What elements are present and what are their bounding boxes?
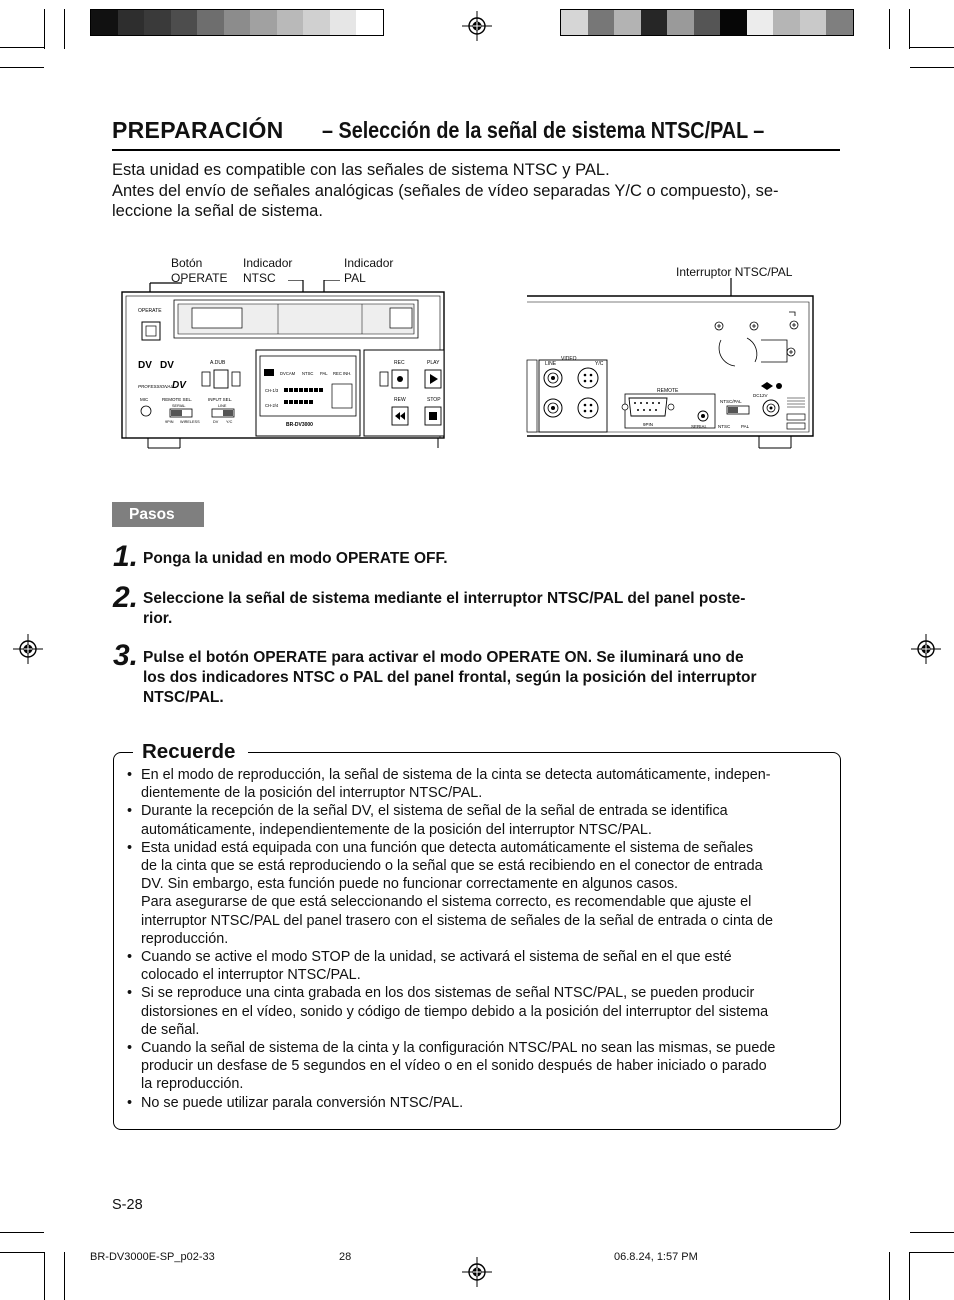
svg-text:CH-1/3: CH-1/3: [265, 388, 279, 393]
svg-text:REC: REC: [394, 360, 405, 366]
svg-text:SERIAL: SERIAL: [172, 404, 186, 408]
step-number: 2.: [113, 581, 139, 614]
svg-text:NTSC: NTSC: [302, 371, 314, 376]
list-item: • En el modo de reproducción, la señal de sistema de la cinta se detecta automáticamente, indepen- dientemente de la posición del interruptor NTSC/PAL.: [127, 766, 817, 802]
color-swatch: [91, 10, 118, 35]
color-swatch: [171, 10, 198, 35]
registration-mark-icon: [462, 1257, 492, 1287]
intro-line: Antes del envío de señales analógicas (señales de vídeo separadas Y/C o compuesto), se-: [112, 181, 779, 200]
list-item-continuation: Para asegurarse de que está seleccionando el sistema correcto, es recomendable que ajuste el interruptor NTSC/PAL del panel trasero con el sistema de señales de la señal de entrada o cinta de reproducción.: [141, 894, 773, 947]
label-operate-button: Botón OPERATE: [171, 256, 228, 285]
svg-text:A.DUB: A.DUB: [210, 360, 226, 366]
list-item: • Si se reproduce una cinta grabada en los dos sistemas de señal NTSC/PAL, se pueden producir distorsiones en el vídeo, sonido y código de tiempo debido a la posición del interruptor del sistema de señal.: [127, 984, 817, 1039]
color-swatch: [773, 10, 800, 35]
intro-line: leccione la señal de sistema.: [112, 202, 323, 220]
list-item: • No se puede utilizar parala conversión NTSC/PAL.: [127, 1094, 817, 1112]
color-swatch: [224, 10, 251, 35]
svg-text:PROFESSIONAL: PROFESSIONAL: [138, 384, 174, 389]
notes-title: Recuerde: [142, 740, 236, 763]
color-swatch: [303, 10, 330, 35]
color-swatch: [614, 10, 641, 35]
color-swatch: [250, 10, 277, 35]
svg-text:REMOTE SEL.: REMOTE SEL.: [162, 397, 193, 402]
page-number: S-28: [112, 1197, 143, 1213]
svg-text:SERIAL: SERIAL: [691, 424, 708, 429]
svg-text:LINE: LINE: [545, 361, 557, 367]
step-text: Ponga la unidad en modo OPERATE OFF.: [143, 550, 448, 567]
color-swatch: [197, 10, 224, 35]
section-title: PREPARACIÓN: [112, 117, 284, 143]
color-swatch: [277, 10, 304, 35]
intro-paragraph: [112, 160, 840, 222]
svg-text:9PIN: 9PIN: [643, 422, 654, 427]
svg-text:DV: DV: [138, 360, 152, 371]
svg-text:VIDEO: VIDEO: [561, 356, 577, 362]
list-item: • Durante la recepción de la señal DV, el sistema de señal de la señal de entrada se identifica automáticamente, independientemente de la posición del interruptor NTSC/PAL.: [127, 802, 817, 838]
color-swatch: [144, 10, 171, 35]
color-bar-right: [560, 9, 854, 36]
svg-text:DVCAM: DVCAM: [280, 371, 296, 376]
svg-text:WIRELESS: WIRELESS: [180, 420, 200, 424]
label-ntsc-pal-switch: Interruptor NTSC/PAL: [676, 265, 793, 279]
label-pal-indicator: Indicador PAL: [344, 256, 394, 285]
svg-text:Y/C: Y/C: [595, 361, 604, 367]
step-text: Pulse el botón OPERATE para activar el modo OPERATE ON. Se iluminará uno de los dos indicadores NTSC o PAL del panel frontal, según la posición del interruptor NTSC/PAL.: [143, 649, 757, 706]
svg-text:DV: DV: [160, 360, 174, 371]
list-item: • Esta unidad está equipada con una función que detecta automáticamente el sistema de señales de la cinta que se está reproduciendo o la señal que se está recibiendo en el conector de entrada DV. Sin embargo, esta función puede no funcionar correctamente en algunos casos.: [127, 839, 817, 894]
svg-text:CH-2/4: CH-2/4: [265, 403, 279, 408]
page-title: [112, 111, 840, 151]
color-swatch: [747, 10, 774, 35]
svg-text:REC INH.: REC INH.: [333, 371, 352, 376]
svg-text:9PIN: 9PIN: [165, 420, 174, 424]
color-swatch: [588, 10, 615, 35]
svg-text:REW: REW: [394, 397, 406, 403]
svg-text:DV: DV: [213, 420, 219, 424]
intro-line: Esta unidad es compatible con las señales de sistema NTSC y PAL.: [112, 161, 610, 179]
color-swatch: [694, 10, 721, 35]
registration-mark-icon: [13, 634, 43, 664]
registration-mark-icon: [462, 11, 492, 41]
svg-text:Y/C: Y/C: [226, 420, 233, 424]
step-number: 1.: [113, 540, 139, 573]
color-bar-left: [90, 9, 384, 36]
footer-filename: BR-DV3000E-SP_p02-33: [90, 1251, 215, 1263]
rear-panel-diagram: [525, 278, 817, 450]
svg-text:PAL: PAL: [741, 424, 750, 429]
color-swatch: [356, 10, 383, 35]
label-ntsc-indicator: Indicador NTSC: [243, 256, 293, 285]
list-item: • Cuando se active el modo STOP de la unidad, se activará el sistema de señal en el que esté colocado el interruptor NTSC/PAL.: [127, 948, 817, 984]
color-swatch: [641, 10, 668, 35]
registration-mark-icon: [911, 634, 941, 664]
subsection-title: – Selección de la señal de sistema NTSC/PAL –: [322, 117, 765, 143]
color-swatch: [720, 10, 747, 35]
svg-text:STOP: STOP: [427, 397, 441, 403]
svg-text:NTSC: NTSC: [718, 424, 731, 429]
notes-list: [127, 766, 817, 1112]
svg-text:LINE: LINE: [218, 404, 227, 408]
footer-page: 28: [339, 1251, 352, 1263]
color-swatch: [330, 10, 357, 35]
color-swatch: [826, 10, 853, 35]
svg-text:DV: DV: [172, 380, 186, 391]
svg-text:MIC: MIC: [140, 397, 149, 402]
step-text: Seleccione la señal de sistema mediante el interruptor NTSC/PAL del panel poste- rior.: [143, 590, 746, 627]
step-number: 3.: [113, 639, 139, 672]
svg-text:REMOTE: REMOTE: [657, 388, 679, 394]
steps-badge: Pasos: [112, 502, 204, 527]
svg-text:NTSC/PAL: NTSC/PAL: [720, 399, 742, 404]
footer-date: 06.8.24, 1:57 PM: [614, 1251, 698, 1263]
svg-text:DC12V: DC12V: [753, 393, 768, 398]
front-panel-diagram: [118, 280, 448, 450]
color-swatch: [561, 10, 588, 35]
svg-text:BR-DV3000: BR-DV3000: [286, 422, 313, 428]
color-swatch: [800, 10, 827, 35]
svg-text:INPUT SEL.: INPUT SEL.: [208, 397, 233, 402]
list-item: • Cuando la señal de sistema de la cinta y la configuración NTSC/PAL no sean las mismas, se puede producir un desfase de 5 segundos en el vídeo o en el sonido después de haber iniciado o parado la reproducción.: [127, 1039, 817, 1094]
color-swatch: [667, 10, 694, 35]
svg-text:PAL: PAL: [320, 371, 328, 376]
svg-text:PLAY: PLAY: [427, 360, 440, 366]
svg-text:OPERATE: OPERATE: [138, 308, 162, 314]
color-swatch: [118, 10, 145, 35]
